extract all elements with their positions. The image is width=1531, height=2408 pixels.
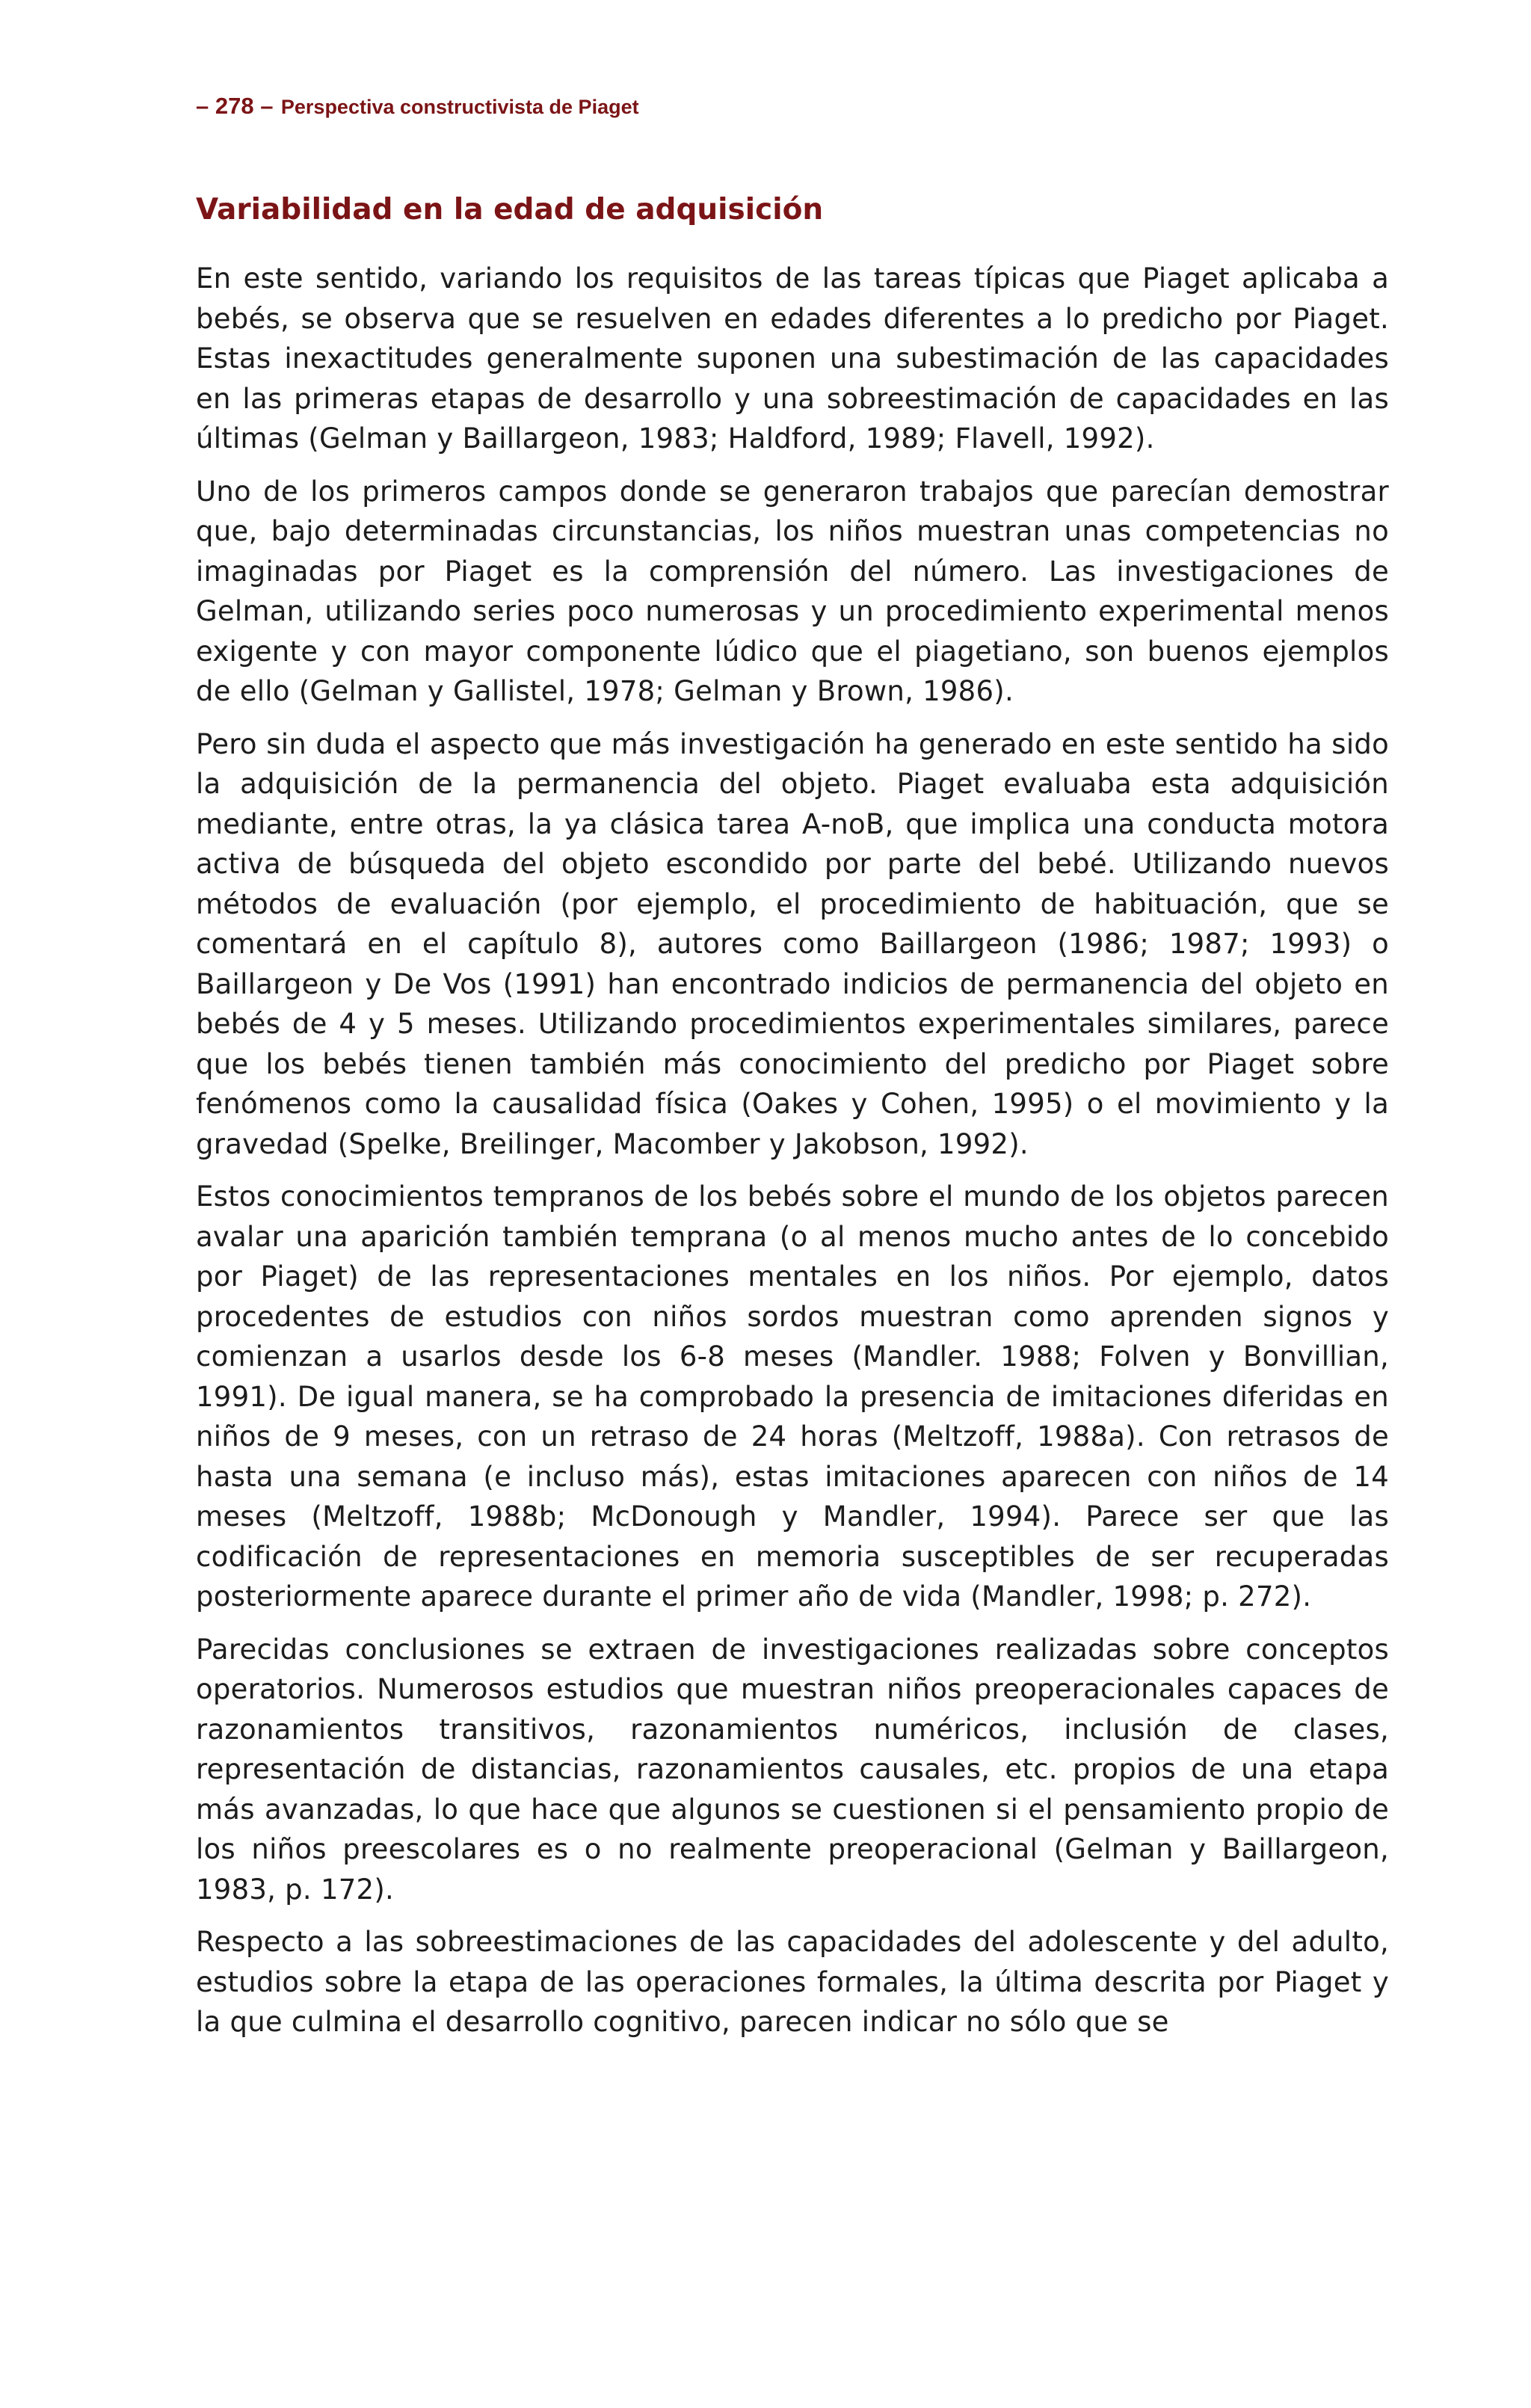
paragraph: Estos conocimientos tempranos de los bebés sobre el mundo de los objetos parecen avalar una aparición también temprana (o al menos mucho antes de lo concebido por Piaget) de las representaciones mentales en los niños. Por ejemplo, datos procedentes de estudios con niños sordos muestran como aprenden signos y comienzan a usarlos desde los 6-8 meses (Mandler. 1988; Folven y Bonvillian, 1991). De igual manera, se ha comprobado la presencia de imitaciones diferidas en niños de 9 meses, con un retraso de 24 horas (Meltzoff, 1988a). Con retrasos de hasta una semana (e incluso más), estas imitaciones aparecen con niños de 14 meses (Meltzoff, 1988b; McDonough y Mandler, 1994). Parece ser que las codificación de representaciones en memoria susceptibles de ser recuperadas posteriormente aparece durante el primer año de vida (Mandler, 1998; p. 272).: [196, 1180, 1389, 1613]
paragraph: Uno de los primeros campos donde se generaron trabajos que parecían demostrar que, bajo determinadas circunstancias, los niños muestran unas competencias no imaginadas por Piaget es la comprensión del número. Las investigaciones de Gelman, utilizando series poco numerosas y un procedimiento experimental menos exigente y con mayor componente lúdico que el piagetiano, son buenos ejemplos de ello (Gelman y Gallistel, 1978; Gelman y Brown, 1986).: [196, 475, 1389, 707]
paragraph: En este sentido, variando los requisitos de las tareas típicas que Piaget aplicaba a bebés, se observa que se resuelven en edades diferentes a lo predicho por Piaget. Estas inexactitudes generalmente suponen una subestimación de las capacidades en las primeras etapas de desarrollo y una sobreestimación de capacidades en las últimas (Gelman y Baillargeon, 1983; Haldford, 1989; Flavell, 1992).: [196, 262, 1389, 455]
running-header: [196, 93, 639, 120]
page-number: – 278 –: [196, 93, 274, 119]
paragraph: Pero sin duda el aspecto que más investigación ha generado en este sentido ha sido la adquisición de la permanencia del objeto. Piaget evaluaba esta adquisición mediante, entre otras, la ya clásica tarea A-noB, que implica una conducta motora activa de búsqueda del objeto escondido por parte del bebé. Utilizando nuevos métodos de evaluación (por ejemplo, el procedimiento de habituación, que se comentará en el capítulo 8), autores como Baillargeon (1986; 1987; 1993) o Baillargeon y De Vos (1991) han encontrado indicios de permanencia del objeto en bebés de 4 y 5 meses. Utilizando procedimientos experimentales similares, parece que los bebés tienen también más conocimiento del predicho por Piaget sobre fenómenos como la causalidad física (Oakes y Cohen, 1995) o el movimiento y la gravedad (Spelke, Breilinger, Macomber y Jakobson, 1992).: [196, 727, 1389, 1160]
paragraph: Parecidas conclusiones se extraen de investigaciones realizadas sobre conceptos operatorios. Numerosos estudios que muestran niños preoperacionales capaces de razonamientos transitivos, razonamientos numéricos, inclusión de clases, representación de distancias, razonamientos causales, etc. propios de una etapa más avanzadas, lo que hace que algunos se cuestionen si el pensamiento propio de los niños preescolares es o no realmente preoperacional (Gelman y Baillargeon, 1983, p. 172).: [196, 1633, 1389, 1906]
running-title: Perspectiva constructivista de Piaget: [280, 96, 639, 118]
body-text: [196, 259, 1389, 2055]
section-heading: Variabilidad en la edad de adquisición: [196, 193, 824, 227]
paragraph: Respecto a las sobreestimaciones de las capacidades del adolescente y del adulto, estudios sobre la etapa de las operaciones formales, la última descrita por Piaget y la que culmina el desarrollo cognitivo, parecen indicar no sólo que se: [196, 1926, 1389, 2038]
